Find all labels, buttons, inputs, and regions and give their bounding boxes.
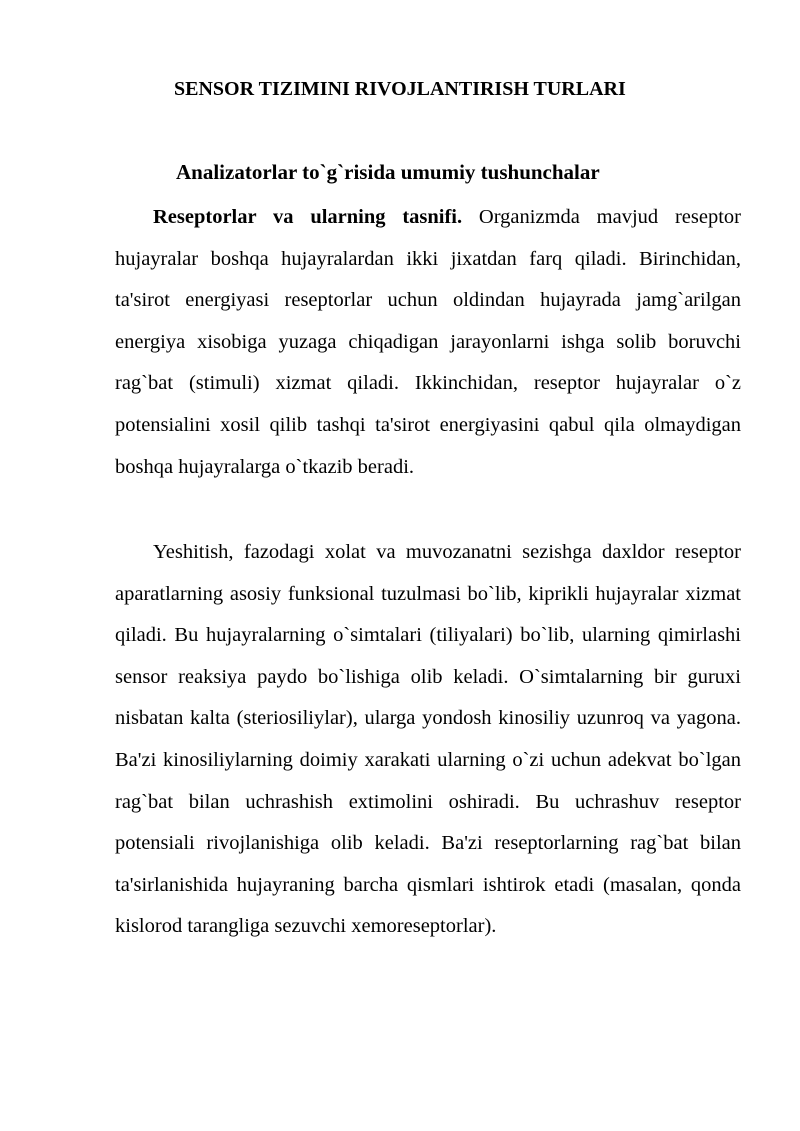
- paragraph-receptors: [115, 197, 741, 488]
- paragraph-text: Organizmda mavjud reseptor hujayralar boshqa hujayralardan ikki jixatdan farq qiladi. Birinchidan, ta'sirot energiyasi reseptorlar uchun oldindan hujayrada jamg`arilgan energiya xisobiga yuzaga chiqadigan jarayonlarni ishga solib boruvchi rag`bat (stimuli) xizmat qiladi. Ikkinchidan, reseptor hujayralar o`z potensialini xosil qilib tashqi ta'sirot energiyasini qabul qila olmaydigan boshqa hujayralarga o`tkazib beradi.: [115, 206, 741, 478]
- paragraph-lead-heading: Reseptorlar va ularning tasnifi.: [153, 206, 463, 228]
- section-subtitle: Analizatorlar to`g`risida umumiy tushunchalar: [176, 160, 600, 184]
- document-title: SENSOR TIZIMINI RIVOJLANTIRISH TURLARI: [174, 78, 626, 100]
- paragraph-hair-cells: [115, 532, 741, 948]
- paragraph-text: Yeshitish, fazodagi xolat va muvozanatni sezishga daxldor reseptor aparatlarning asosiy funksional tuzulmasi bo`lib, kiprikli hujayralar xizmat qiladi. Bu hujayralarning o`simtalari (tiliyalari) bo`lib, ularning qimirlashi sensor reaksiya paydo bo`lishiga olib keladi. O`simtalarning bir guruxi nisbatan kalta (steriosiliylar), ularga yondosh kinosiliy uzunroq va yagona. Ba'zi kinosiliylarning doimiy xarakati ularning o`zi uchun adekvat bo`lgan rag`bat bilan uchrashish extimolini oshiradi. Bu uchrashuv reseptor potensiali rivojlanishiga olib keladi. Ba'zi reseptorlarning rag`bat bilan ta'sirlanishida hujayraning barcha qismlari ishtirok etadi (masalan, qonda kislorod tarangliga sezuvchi xemoreseptorlar).: [115, 541, 741, 938]
